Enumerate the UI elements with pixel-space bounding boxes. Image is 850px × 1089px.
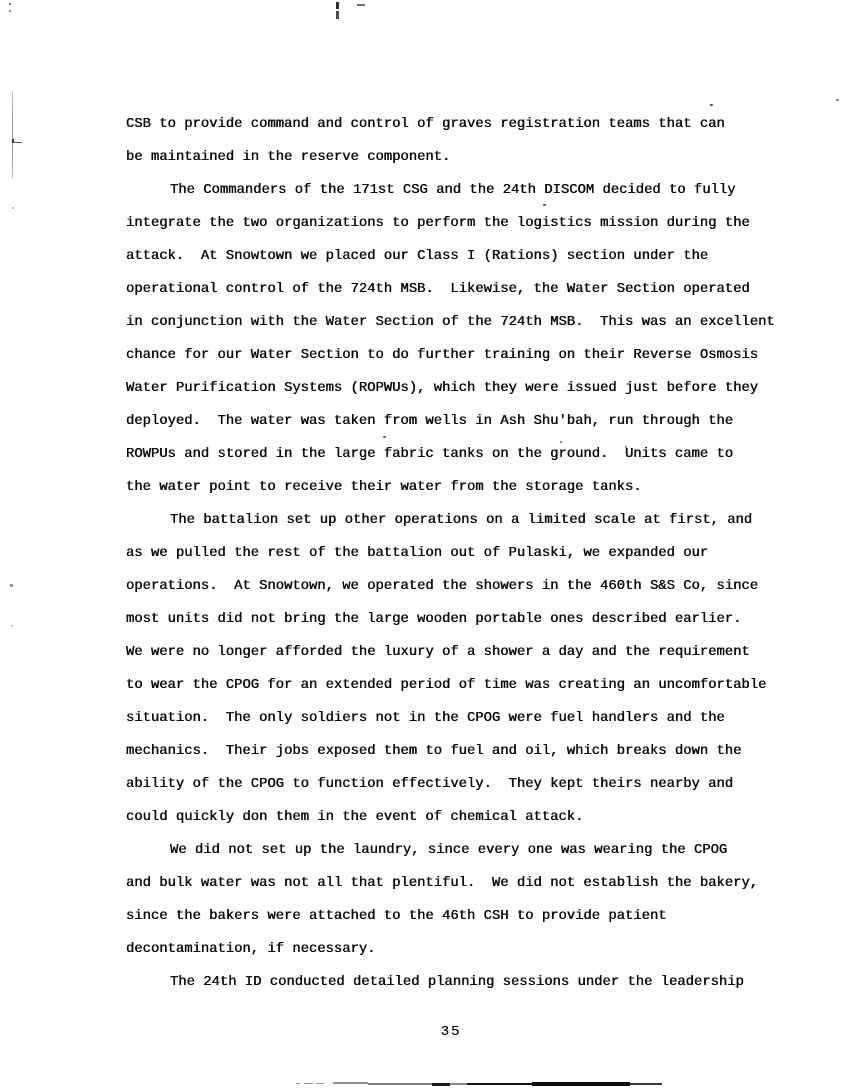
text-line: deployed. The water was taken from wells in Ash Shu'bah, run through the xyxy=(126,413,734,429)
text-line: be maintained in the reserve component. xyxy=(126,149,451,165)
bottom-rule-segment xyxy=(450,1083,467,1085)
scan-artifact xyxy=(336,11,339,19)
text-line: The battalion set up other operations on a limited scale at first, and xyxy=(170,512,753,528)
text-line: ROWPUs and stored in the large fabric tanks on the ground. Units came to xyxy=(126,446,734,462)
text-line: decontamination, if necessary. xyxy=(126,941,376,957)
text-line: since the bakers were attached to the 46th CSH to provide patient xyxy=(126,908,667,924)
scan-speck xyxy=(836,99,839,101)
text-line: and bulk water was not all that plentiful. We did not establish the bakery, xyxy=(126,875,759,891)
scan-artifact xyxy=(336,2,339,9)
text-line: the water point to receive their water from the storage tanks. xyxy=(126,479,642,495)
text-line: most units did not bring the large wooden portable ones described earlier. xyxy=(126,611,742,627)
bottom-rule-segment xyxy=(296,1083,300,1084)
text-line: could quickly don them in the event of chemical attack. xyxy=(126,809,584,825)
text-line: The 24th ID conducted detailed planning sessions under the leadership xyxy=(170,974,744,990)
bottom-rule-segment xyxy=(467,1083,533,1085)
text-line: situation. The only soldiers not in the CPOG were fuel handlers and the xyxy=(126,710,725,726)
scan-speck xyxy=(10,584,13,587)
text-line: operational control of the 724th MSB. Likewise, the Water Section operated xyxy=(126,281,750,297)
text-line: Water Purification Systems (ROPWUs), which they were issued just before they xyxy=(126,380,759,396)
bottom-rule-segment xyxy=(432,1083,450,1086)
bottom-rule-segment xyxy=(630,1083,662,1085)
bottom-rule-segment xyxy=(532,1082,630,1086)
text-line: The Commanders of the 171st CSG and the 24th DISCOM decided to fully xyxy=(170,182,736,198)
scan-artifact xyxy=(9,3,11,5)
scan-speck xyxy=(12,207,14,209)
scan-artifact xyxy=(357,4,365,6)
text-line: operations. At Snowtown, we operated the showers in the 460th S&S Co, since xyxy=(126,578,759,594)
scan-artifact xyxy=(9,10,11,12)
text-line: We did not set up the laundry, since every one was wearing the CPOG xyxy=(170,842,728,858)
bottom-rule-segment xyxy=(333,1082,368,1084)
scan-speck xyxy=(710,104,713,106)
bottom-rule-segment xyxy=(368,1083,432,1085)
text-line: integrate the two organizations to perform the logistics mission during the xyxy=(126,215,750,231)
text-line: as we pulled the rest of the battalion out of Pulaski, we expanded our xyxy=(126,545,709,561)
text-block xyxy=(126,108,816,999)
text-line: We were no longer afforded the luxury of a shower a day and the requirement xyxy=(126,644,750,660)
text-line: to wear the CPOG for an extended period of time was creating an uncomfortable xyxy=(126,677,767,693)
page-number: 35 xyxy=(440,1024,462,1040)
bottom-rule-segment xyxy=(316,1083,324,1084)
text-line: in conjunction with the Water Section of the 724th MSB. This was an excellent xyxy=(126,314,775,330)
text-line: attack. At Snowtown we placed our Class I (Rations) section under the xyxy=(126,248,709,264)
scan-speck xyxy=(11,625,13,627)
scan-artifact xyxy=(12,139,22,143)
text-line: ability of the CPOG to function effectively. They kept theirs nearby and xyxy=(126,776,734,792)
text-line: mechanics. Their jobs exposed them to fuel and oil, which breaks down the xyxy=(126,743,742,759)
text-line: chance for our Water Section to do further training on their Reverse Osmosis xyxy=(126,347,759,363)
text-line: CSB to provide command and control of graves registration teams that can xyxy=(126,116,725,132)
bottom-rule-segment xyxy=(304,1083,313,1084)
scan-artifact xyxy=(12,91,13,178)
